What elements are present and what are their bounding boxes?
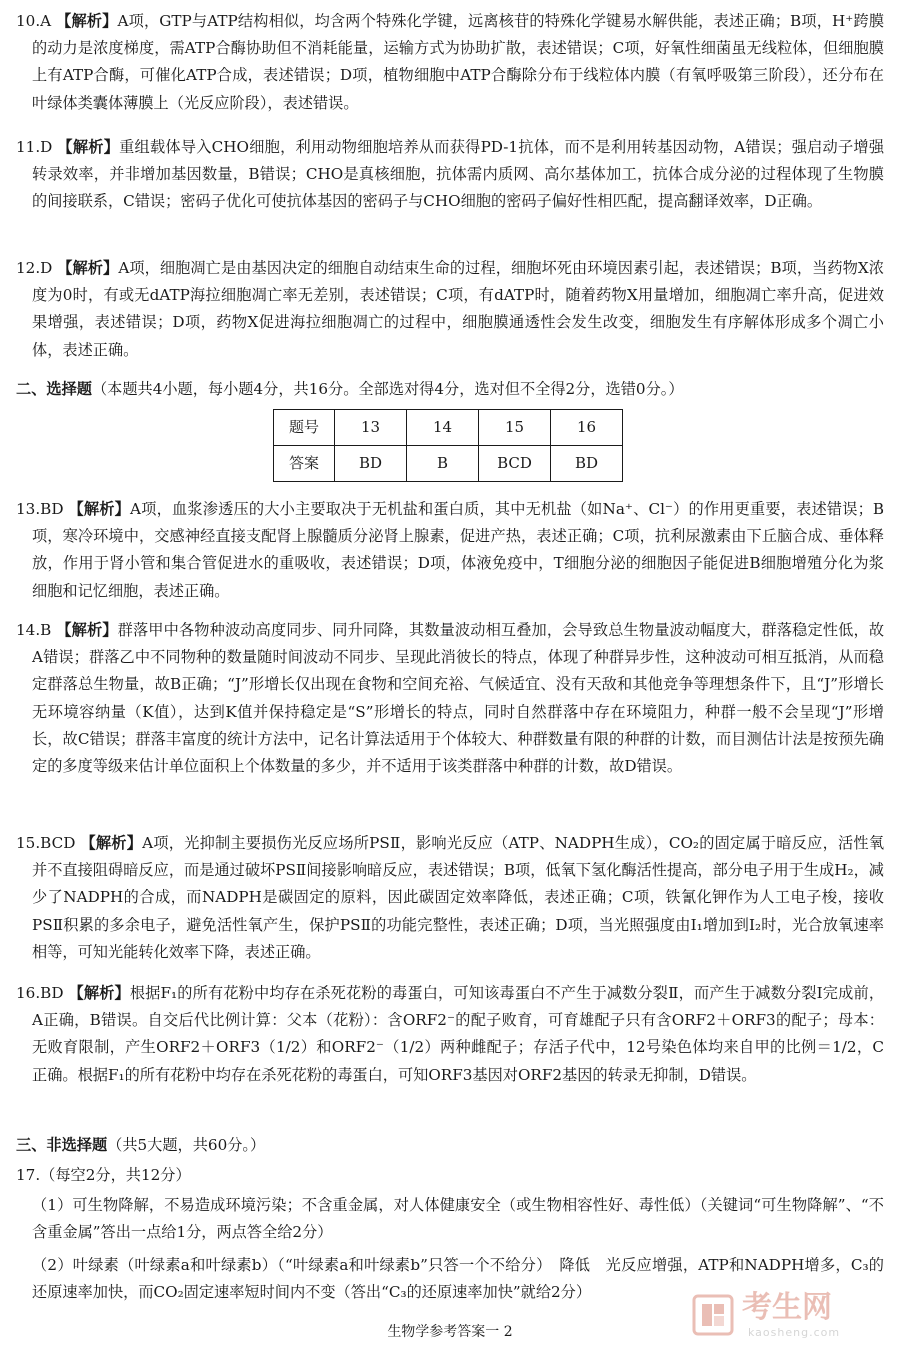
- item-number: 15.BCD: [16, 834, 76, 852]
- answer-item-10: [16, 8, 884, 117]
- analysis-tag: 【解析】: [80, 834, 143, 852]
- analysis-tag: 【解析】: [68, 500, 131, 518]
- analysis-text: A项，GTP与ATP结构相似，均含两个特殊化学键，远离核苷的特殊化学键易水解供能，表述正确；B项，H⁺跨膜的动力是浓度梯度，需ATP合酶协助但不消耗能量，运输方式为协助扩散，表述错误；C项，好氧性细菌虽无线粒体，但细胞膜上有ATP合酶，可催化ATP合成，表述错误；D项，植物细胞中ATP合酶除分布于线粒体内膜（有氧呼吸第三阶段），还分布在叶绿体类囊体薄膜上（光反应阶段），表述错误。: [32, 12, 885, 112]
- table-row: [274, 446, 623, 482]
- table-cell: BD: [335, 446, 407, 482]
- answer-table: [273, 409, 623, 482]
- item-heading: 17.（每空2分，共12分）: [16, 1166, 191, 1184]
- section-2-heading: [0, 376, 884, 403]
- analysis-text: 重组载体导入CHO细胞，利用动物细胞培养从而获得PD-1抗体，而不是利用转基因动物，A错误；强启动子增强转录效率，并非增加基因数量，B错误；CHO是真核细胞，抗体需内质网、高尔基体加工，抗体合成分泌的过程体现了生物膜的间接联系，C错误；密码子优化可使抗体基因的密码子与CHO细胞的密码子偏好性相匹配，提高翻译效率，D正确。: [32, 138, 885, 211]
- answer-item-16: [16, 980, 884, 1089]
- answer-item-15: [16, 830, 884, 966]
- answer-item-13: [16, 496, 884, 605]
- section-desc: （共5大题，共60分。）: [107, 1136, 266, 1154]
- table-cell: B: [407, 446, 479, 482]
- table-cell: BD: [551, 446, 623, 482]
- analysis-text: A项，血浆渗透压的大小主要取决于无机盐和蛋白质，其中无机盐（如Na⁺、Cl⁻）的作用更重要，表述错误；B项，寒冷环境中，交感神经直接支配肾上腺髓质分泌肾上腺素，促进产热，表述正确；C项，抗利尿激素由下丘脑合成、垂体释放，作用于肾小管和集合管促进水的重吸收，表述错误；D项，体液免疫中，T细胞分泌的细胞因子能促进B细胞增殖分化为浆细胞和记忆细胞，表述正确。: [32, 500, 885, 600]
- analysis-text: 群落甲中各物种波动高度同步、同升同降，其数量波动相互叠加，会导致总生物量波动幅度大，群落稳定性低，故A错误；群落乙中不同物种的数量随时间波动不同步、呈现此消彼长的特点，体现了种群异步性，这种波动可相互抵消，从而稳定群落总生物量，故B正确；“J”形增长仅出现在食物和空间充裕、气候适宜、没有天敌和其他竞争等理想条件下，且“J”形增长无环境容纳量（K值），达到K值并保持稳定是“S”形增长的特点，同时自然群落中存在环境阻力，种群一般不会呈现“J”形增长，故C错误；群落丰富度的统计方法中，记名计算法适用于个体较大、种群数量有限的种群的计数，而目测估计法是按预先确定的多度等级来估计单位面积上个体数量的多少，并不适用于该类群落中种群的计数，故D错误。: [32, 621, 885, 776]
- table-cell: BCD: [479, 446, 551, 482]
- table-cell: 13: [335, 410, 407, 446]
- analysis-tag: 【解析】: [56, 621, 118, 639]
- item-number: 10.A: [16, 12, 52, 30]
- item-number: 12.D: [16, 259, 53, 277]
- item-number: 14.B: [16, 621, 52, 639]
- section-desc: （本题共4小题，每小题4分，共16分。全部选对得4分，选对但不全得2分，选错0分。）: [91, 380, 684, 398]
- item-number: 13.BD: [16, 500, 64, 518]
- analysis-text: （2）叶绿素（叶绿素a和叶绿素b）（“叶绿素a和叶绿素b”只答一个不给分） 降低 光反应增强，ATP和NADPH增多，C₃的还原速率加快，而CO₂固定速率短时间内不变（答出“C₃的还原速率加快”就给2分）: [32, 1256, 884, 1302]
- section-title: 三、非选择题: [16, 1136, 108, 1154]
- answer-item-17-head: [0, 1162, 884, 1189]
- watermark-brand: 考生网: [742, 1290, 832, 1325]
- table-cell: 15: [479, 410, 551, 446]
- watermark: [692, 1290, 862, 1346]
- answer-item-11: [16, 134, 884, 216]
- analysis-text: 根据F₁的所有花粉中均存在杀死花粉的毒蛋白，可知该毒蛋白不产生于减数分裂Ⅱ，而产生于减数分裂Ⅰ完成前，A正确，B错误。自交后代比例计算：父本（花粉）：含ORF2⁻的配子败育，可育雄配子只有含ORF2＋ORF3的配子；母本：无败育限制，产生ORF2＋ORF3（1/2）和ORF2⁻（1/2）两种雌配子；存活子代中，12号染色体均来自甲的比例＝1/2，C正确。根据F₁的所有花粉中均存在杀死花粉的毒蛋白，可知ORF3基因对ORF2基因的转录无抑制，D错误。: [32, 984, 885, 1084]
- section-3-heading: [0, 1132, 884, 1159]
- table-row: [274, 410, 623, 446]
- table-cell: 14: [407, 410, 479, 446]
- analysis-text: A项，细胞凋亡是由基因决定的细胞自动结束生命的过程，细胞坏死由环境因素引起，表述错误；B项，当药物X浓度为0时，有或无dATP海拉细胞凋亡率无差别，表述错误；C项，有dATP时，随着药物X用量增加，细胞凋亡率升高，促进效果增强，表述错误；D项，药物X促进海拉细胞凋亡的过程中，细胞膜通透性会发生改变，细胞发生有序解体形成多个凋亡小体，表述正确。: [32, 259, 884, 359]
- watermark-logo-icon: [692, 1294, 734, 1336]
- item-number: 16.BD: [16, 984, 64, 1002]
- analysis-text: A项，光抑制主要损伤光反应场所PSⅡ，影响光反应（ATP、NADPH生成），CO₂的固定属于暗反应，活性氧并不直接阻碍暗反应，而是通过破坏PSⅡ间接影响暗反应，表述错误；B项，低氧下氢化酶活性提高，部分电子用于生成H₂，减少了NADPH的合成，而NADPH是碳固定的原料，因此碳固定效率降低，表述正确；C项，铁氰化钾作为人工电子梭，接收PSⅡ积累的多余电子，避免活性氧产生，保护PSⅡ的功能完整性，表述正确；D项，当光照强度由I₁增加到I₂时，光合放氧速率相等，可知光能转化效率下降，表述正确。: [32, 834, 885, 961]
- answer-item-12: [16, 255, 884, 364]
- row-label: 答案: [274, 446, 335, 482]
- answer-item-14: [16, 617, 884, 780]
- item-number: 11.D: [16, 138, 53, 156]
- answer-item-17-part1: [32, 1192, 884, 1246]
- analysis-tag: 【解析】: [56, 12, 118, 30]
- analysis-text: （1）可生物降解，不易造成环境污染；不含重金属，对人体健康安全（或生物相容性好、毒性低）（关键词“可生物降解”、“不含重金属”答出一点给1分，两点答全给2分）: [32, 1196, 884, 1242]
- row-label: 题号: [274, 410, 335, 446]
- analysis-tag: 【解析】: [57, 138, 120, 156]
- page-footer: 生物学参考答案一 2: [387, 1324, 513, 1340]
- watermark-domain: kaosheng.com: [748, 1326, 841, 1339]
- table-cell: 16: [551, 410, 623, 446]
- section-title: 二、选择题: [16, 380, 92, 398]
- analysis-tag: 【解析】: [57, 259, 119, 277]
- analysis-tag: 【解析】: [68, 984, 130, 1002]
